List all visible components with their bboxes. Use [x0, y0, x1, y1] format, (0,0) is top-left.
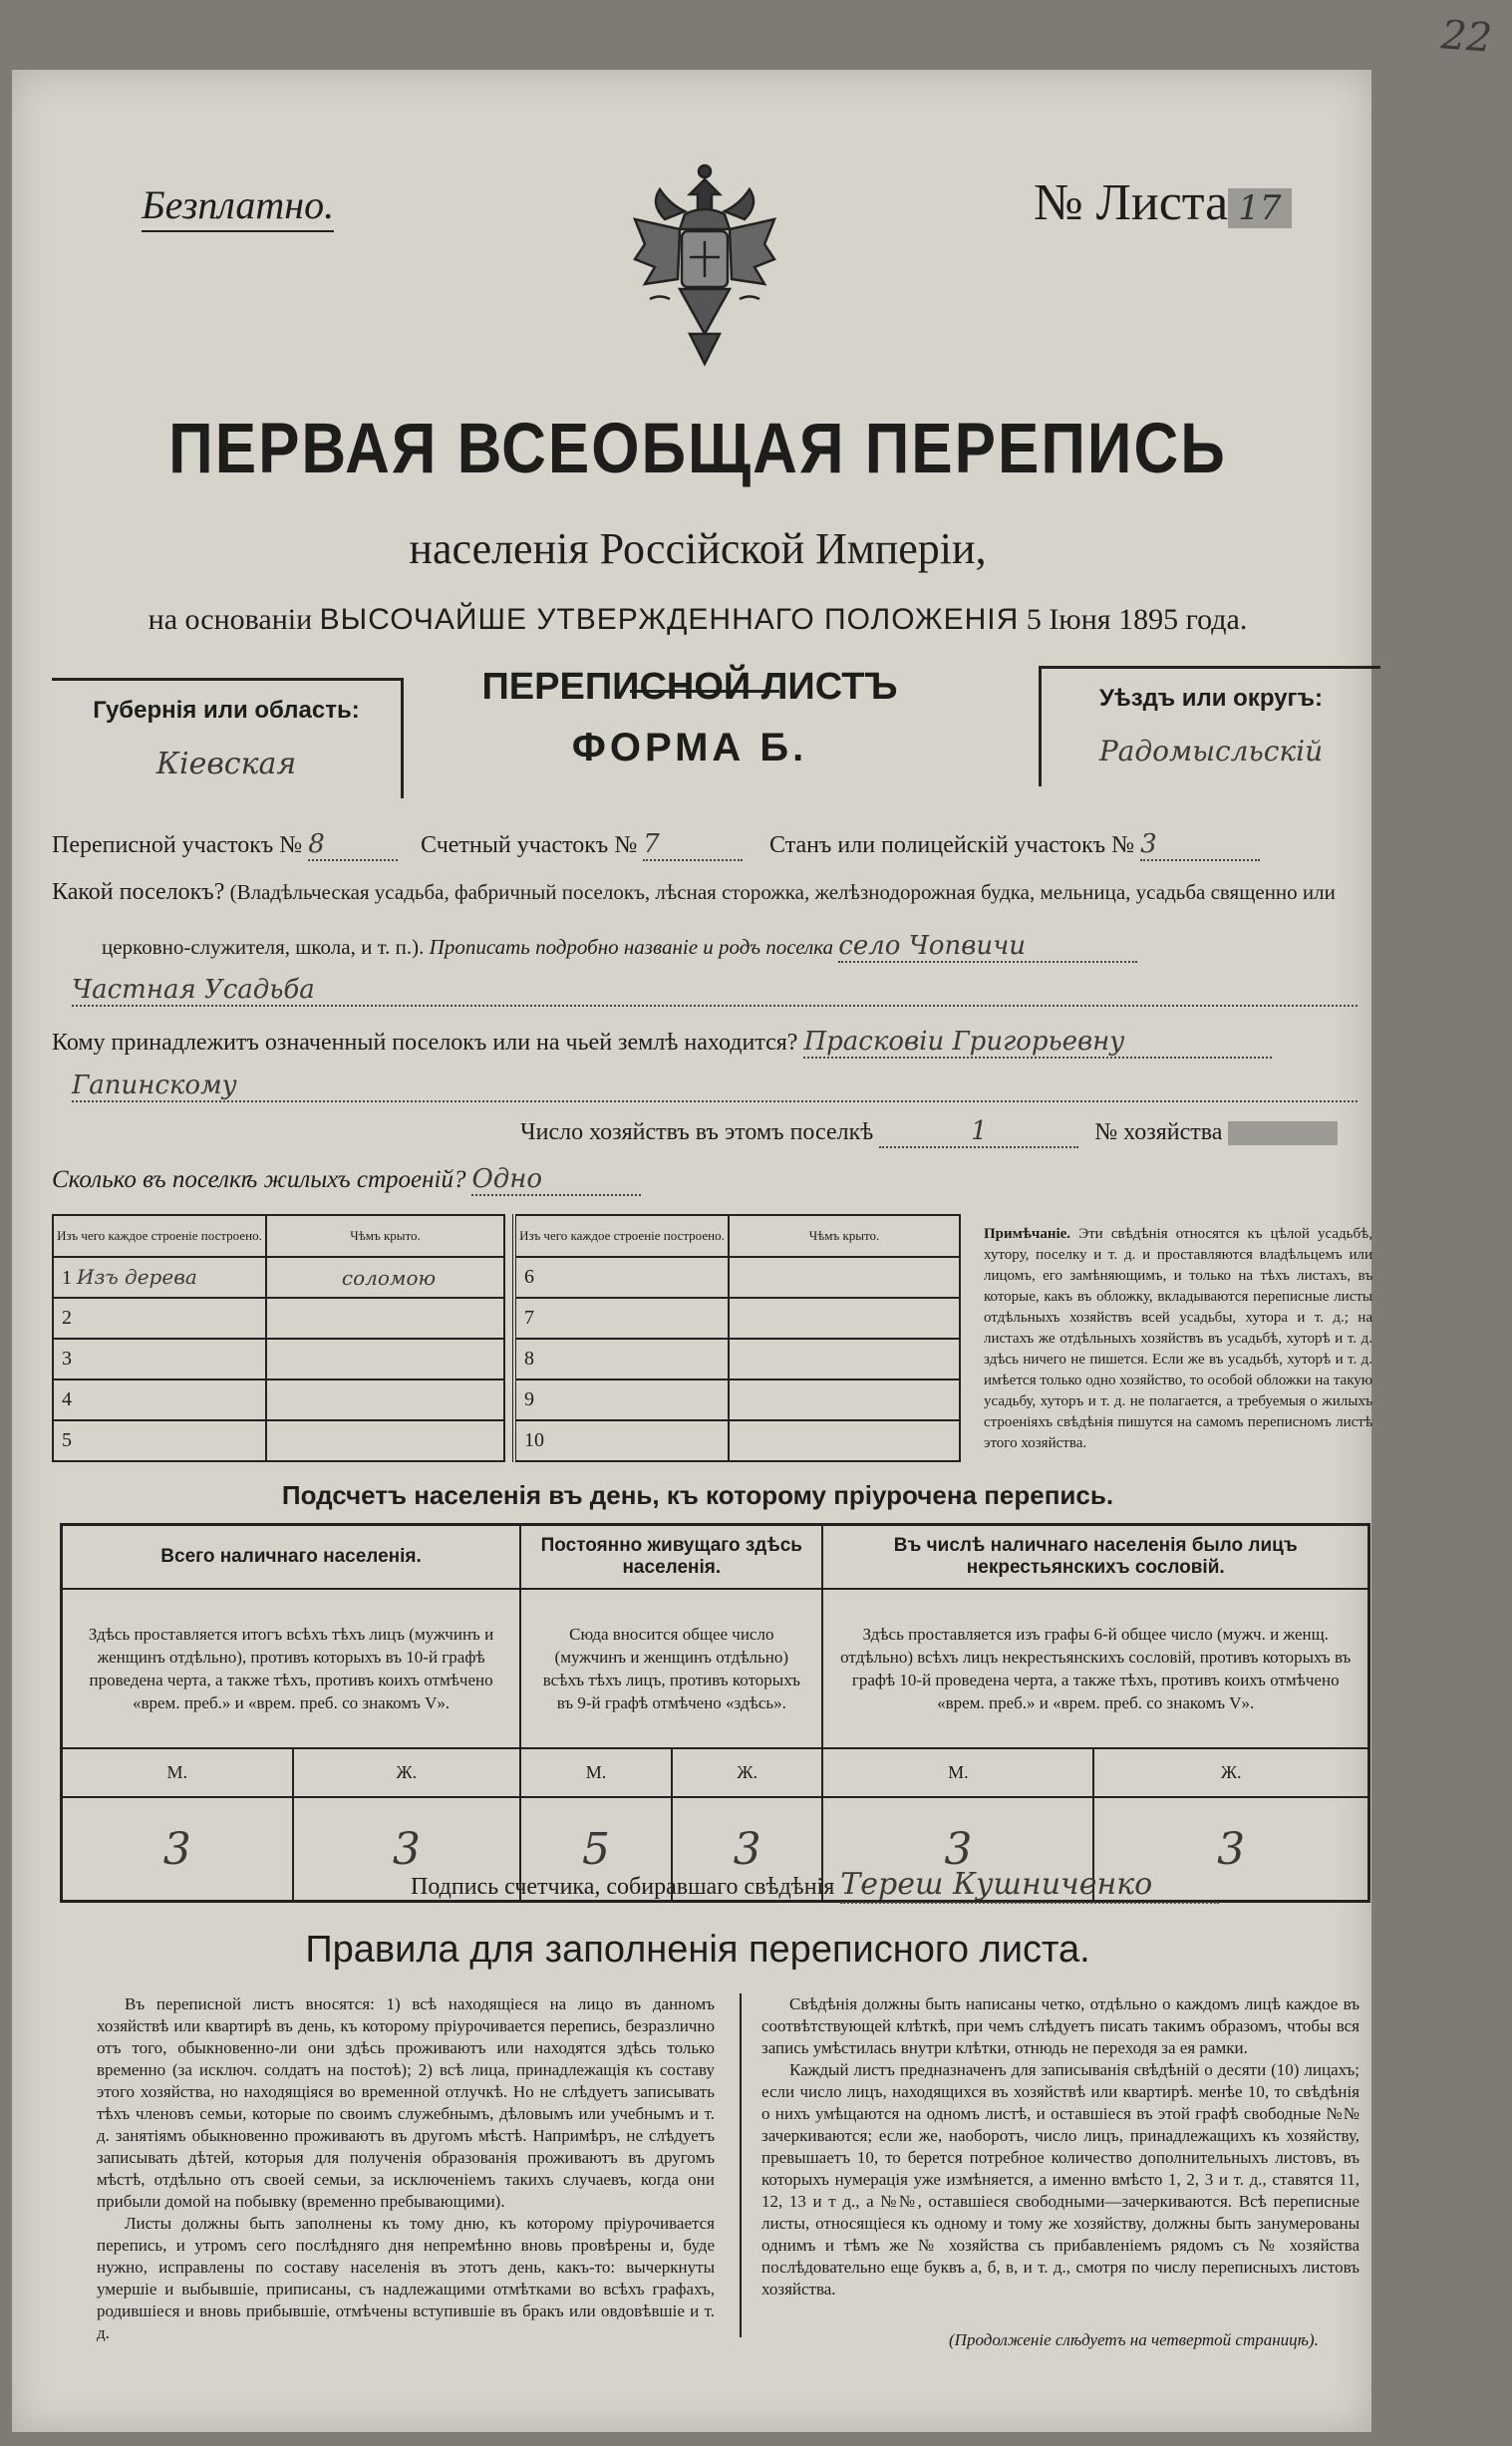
owner-label: Кому принадлежитъ означенный поселокъ или на чьей землѣ находится?: [52, 1030, 798, 1056]
households-label: Число хозяйствъ въ этомъ поселкѣ: [520, 1119, 874, 1145]
table-row: 7: [514, 1298, 960, 1339]
total-male-count: 3: [62, 1797, 293, 1902]
total-population-desc: Здѣсь проставляется итогъ всѣхъ тѣхъ лицъ (мужчинъ и женщинъ отдѣльно), противъ которыхъ въ 10-й графѣ проведена черта, а также тѣхъ, противъ коихъ отмѣчено «врем. преб.» и «врем. преб. со знакомъ V».: [62, 1589, 521, 1748]
police-district-value: 3: [1140, 829, 1260, 861]
form-title: ПЕРЕПИСНОЙ ЛИСТЪ: [481, 666, 898, 708]
counting-district-value: 7: [643, 829, 743, 861]
female-label: Ж.: [293, 1748, 521, 1797]
rules-right-paragraph-2: Каждый листъ предназначенъ для записыванія свѣдѣній о десяти (10) лицахъ; если число лицъ, находящихся въ хозяйствѣ или квартирѣ. менѣе 10, то свѣдѣнія о нихъ умѣщаются на одномъ листѣ, и оставшіеся въ этой графѣ свободные №№ зачеркиваются; если же, наоборотъ, число лицъ, принадлежащихъ къ хозяйству, превышаетъ 10, то берется потребное количество дополнительныхъ листовъ, въ которыхъ нумерація уже измѣняется, а именно вмѣсто 1, 2, 3 и т. д., ставятся 11, 12, 13 и т д., а №№, оставшіеся свободными—зачеркиваются. Всѣ переписные листы, относящіеся къ одному и тому же хозяйству, должны быть занумерованы однимъ и тѣмъ же № хозяйства съ прибавленіемъ рядомъ съ № хозяйства послѣдовательно еще буквъ а, б, в, и т. д., смотря по числу переписныхъ листовъ хозяйства.: [761, 2060, 1360, 2298]
buildings-table-right: [512, 1214, 961, 1462]
table-row: 8: [514, 1339, 960, 1379]
decree-prefix: на основаніи: [148, 603, 313, 636]
population-table: [60, 1523, 1370, 1903]
table-row: 4: [53, 1379, 504, 1420]
table-row: 3: [53, 1339, 504, 1379]
buildings-roof-header: Чѣмъ крыто.: [266, 1215, 504, 1257]
settlement-line-2: [102, 931, 1137, 963]
dwellings-value: Одно: [471, 1164, 641, 1196]
form-subtitle: ФОРМА Б.: [571, 726, 808, 769]
buildings-note: [984, 1224, 1372, 1454]
sheet-number: [1034, 173, 1292, 232]
police-district-label: Станъ или полицейскій участокъ №: [769, 832, 1135, 858]
household-number-redaction: [1228, 1121, 1338, 1145]
male-label: М.: [520, 1748, 672, 1797]
male-label: М.: [822, 1748, 1093, 1797]
female-label: Ж.: [1093, 1748, 1368, 1797]
male-label: М.: [62, 1748, 293, 1797]
census-sheet: [12, 70, 1371, 2432]
owner-value-2: Гапинскому: [72, 1070, 1358, 1102]
settlement-hint-2: церковно-служителя, школа, и т. п.).: [102, 935, 425, 959]
dwellings-label: Сколько въ поселкѣ жилыхъ строеній?: [52, 1166, 466, 1193]
owner-value: Прасковіи Григорьевну: [803, 1027, 1272, 1059]
population-title: Подсчетъ населенія въ день, къ которому пріурочена перепись.: [281, 1480, 1114, 1510]
district-value: Радомысльскій: [1098, 735, 1324, 767]
buildings-roof-header-right: Чѣмъ крыто.: [729, 1215, 960, 1257]
total-population-header: Всего наличнаго населенія.: [62, 1525, 521, 1590]
province-value: Кіевская: [155, 747, 297, 781]
buildings-material-header-right: Изъ чего каждое строеніе построено.: [514, 1215, 729, 1257]
province-box: [52, 678, 404, 798]
non-peasant-desc: Здѣсь проставляется изъ графы 6-й общее число (мужч. и женщ. отдѣльно) всѣхъ лицъ некрестьянскихъ сословій, противъ которыхъ въ графѣ 10-й проведена черта, а также тѣхъ, противъ коихъ отмѣчено «врем. преб.» и «врем. преб. со знакомъ V».: [822, 1589, 1368, 1748]
table-row: 6: [514, 1257, 960, 1298]
signature-label: Подпись счетчика, собиравшаго свѣдѣнія: [411, 1874, 835, 1900]
document-title: ПЕРВАЯ ВСЕОБЩАЯ ПЕРЕПИСЬ: [168, 409, 1227, 489]
building-material: Изъ дерева: [77, 1265, 197, 1289]
sheet-number-label: № Листа: [1034, 174, 1229, 231]
total-female-count: 3: [293, 1797, 521, 1902]
non-peasant-header: Въ числѣ наличнаго населенія было лицъ некрестьянскихъ сословій.: [822, 1525, 1368, 1590]
permanent-population-header: Постоянно живущаго здѣсь населенія.: [520, 1525, 822, 1590]
district-box: [1039, 666, 1380, 786]
decree-suffix: 5 Іюня 1895 года.: [1026, 603, 1248, 636]
table-row: 1 Изъ дерева соломою: [53, 1257, 504, 1298]
permanent-male-count: 5: [520, 1797, 672, 1902]
permanent-female-count: 3: [672, 1797, 823, 1902]
bleed-through-text: [939, 130, 1358, 150]
owner-line-2: [72, 1070, 1358, 1102]
settlement-line-3: [72, 975, 1358, 1007]
settlement-hint: (Владѣльческая усадьба, фабричный поселокъ, лѣсная сторожка, желѣзнодорожная будка, мельница, усадьба священно или: [229, 880, 1336, 904]
households-line: [520, 1116, 1338, 1148]
settlement-value-2: Частная Усадьба: [72, 975, 1358, 1007]
rules-right-paragraph-1: Свѣдѣнія должны быть написаны четко, отдѣльно о каждомъ лицѣ каждое въ соотвѣтствующей клѣткѣ, при чемъ слѣдуетъ писать такимъ образомъ, чтобы вся запись умѣстилась внутри клѣтки, отнюдь не переходя за ея рамки.: [761, 1994, 1360, 2057]
permanent-population-desc: Сюда вносится общее число (мужчинъ и женщинъ отдѣльно) всѣхъ тѣхъ лицъ, противъ которыхъ въ 9-й графѣ отмѣчено «здѣсь».: [520, 1589, 822, 1748]
building-roof: соломою: [266, 1257, 504, 1298]
non-peasant-female-count: 3: [1093, 1797, 1368, 1902]
rules-left-paragraph-2: Листы должны быть заполнены къ тому дню, къ которому пріурочивается перепись, и утромъ сего послѣдняго дня непремѣнно вновь провѣрены и, буде нужно, исправлены по составу населенія въ этотъ день, какъ-то: вычеркнуты умершіе и выбывшіе, приписаны, съ надлежащими отмѣтками во всѣхъ графахъ, родившіеся и вновь прибывшіе, отмѣчены вступившіе въ бракъ или овдовѣвшіе и т. д.: [97, 2214, 715, 2342]
note-title: Примѣчаніе.: [984, 1226, 1071, 1242]
non-peasant-male-count: 3: [822, 1797, 1093, 1902]
signature-line: [411, 1867, 1219, 1904]
counting-district-line: [421, 829, 743, 861]
buildings-table-left: [52, 1214, 505, 1462]
table-row: 9: [514, 1379, 960, 1420]
census-district-value: 8: [308, 829, 398, 861]
district-label: Уѣздъ или округъ:: [1098, 685, 1324, 712]
table-row: 5: [53, 1420, 504, 1461]
counting-district-label: Счетный участокъ №: [421, 832, 638, 858]
sheet-number-value: 17: [1228, 188, 1291, 228]
document-subtitle: населенія Россійской Имперіи,: [409, 524, 987, 573]
female-label: Ж.: [672, 1748, 823, 1797]
table-row: 2: [53, 1298, 504, 1339]
province-label: Губернія или область:: [93, 697, 360, 724]
dwellings-line: [52, 1164, 641, 1196]
police-district-line: [769, 829, 1260, 861]
free-label: Безплатно.: [142, 181, 334, 232]
decree-caps: ВЫСОЧАЙШЕ УТВЕРЖДЕННАГО ПОЛОЖЕНІЯ: [319, 603, 1020, 636]
continuation-note: (Продолженіе слѣдуетъ на четвертой страницѣ).: [949, 2330, 1319, 2349]
rules-right-column: [761, 1993, 1360, 2300]
table-row: 10: [514, 1420, 960, 1461]
census-district-line: [52, 829, 398, 861]
settlement-label: Какой поселокъ?: [52, 879, 225, 905]
rules-title: Правила для заполненія переписного листа.: [305, 1929, 1090, 1971]
settlement-line: [52, 879, 1336, 906]
decree-line: [12, 603, 1383, 637]
household-number-label: № хозяйства: [1094, 1119, 1223, 1145]
owner-line: [52, 1027, 1272, 1059]
imperial-eagle-emblem: [630, 150, 779, 389]
rules-left-column: [97, 1993, 715, 2344]
buildings-material-header: Изъ чего каждое строеніе построено.: [53, 1215, 266, 1257]
households-value: 1: [879, 1116, 1078, 1148]
page-number: 22: [1439, 12, 1494, 62]
rules-divider: [740, 1993, 742, 2337]
note-text: Эти свѣдѣнія относятся къ цѣлой усадьбѣ, хутору, поселку и т. д. и проставляются владѣльцемъ или лицомъ, его замѣняющимъ, и только на тѣхъ листахъ, въ которые, какъ въ обложку, вкладываются переписные листы отдѣльныхъ хозяйствъ всей усадьбы, хутора и т. д.; на листахъ же отдѣльныхъ хозяйствъ въ усадьбѣ, хуторѣ и т. д. здѣсь ничего не пишется. Если же въ усадьбѣ, хуторѣ и т. д. имѣется только одно хозяйство, то особой обложки на такую усадьбу, хуторъ и т. д. не полагается, а требуемыя о жилыхъ строеніяхъ свѣдѣнія пишутся на самомъ переписномъ листѣ этого хозяйства.: [984, 1226, 1373, 1451]
settlement-instruction: Прописать подробно названіе и родъ поселка: [429, 935, 834, 959]
signature-value: Тереш Кушниченко: [840, 1867, 1219, 1904]
census-district-label: Переписной участокъ №: [52, 832, 303, 858]
rules-left-paragraph-1: Въ переписной листъ вносятся: 1) всѣ находящіеся на лицо въ данномъ хозяйствѣ или квартирѣ въ день, къ которому пріурочивается перепись, безразлично отъ того, обыкновенно-ли они здѣсь проживаютъ или находятся здѣсь только временно (за исключ. солдатъ на постоѣ); 2) всѣ лица, принадлежащія къ составу этого хозяйства, но находящіяся во временной отлучкѣ. Но не слѣдуетъ записывать тѣхъ членовъ семьи, которые по своимъ служебнымъ, дѣловымъ или учебнымъ и т. д. занятіямъ обыкновенно проживаютъ въ другомъ мѣстѣ. Напримѣръ, не слѣдуетъ записывать дѣтей, которыя для полученія образованія проживаютъ въ другомъ мѣстѣ, отдѣльно отъ своей семьи, за исключеніемъ такихъ случаевъ, когда они прибыли домой на побывку (временно пребывающими).: [97, 1994, 715, 2211]
settlement-value: село Чопвичи: [838, 931, 1137, 963]
